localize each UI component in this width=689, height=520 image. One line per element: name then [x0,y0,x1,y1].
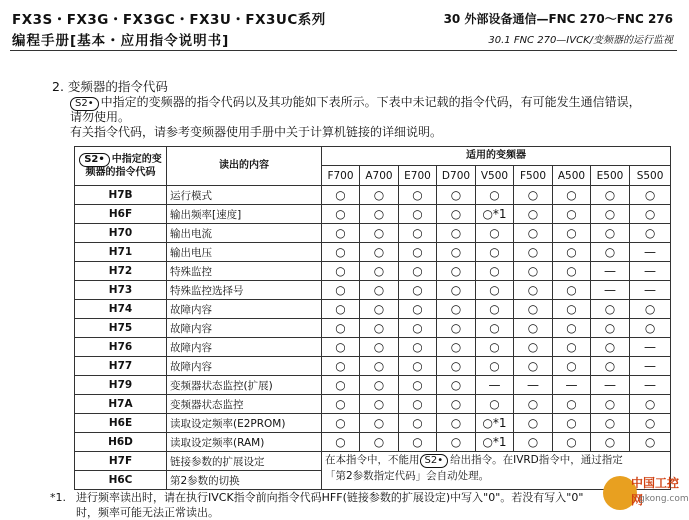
support-mark: ○ [437,395,476,414]
support-mark: ○ [360,243,399,262]
support-mark: — [630,243,671,262]
support-mark: ○ [591,319,630,338]
support-mark: ○ [514,319,553,338]
support-mark: ○ [360,357,399,376]
footnote-line-2: 时，频率可能无法正常读出。 [76,506,219,519]
support-mark: ○ [437,433,476,452]
support-mark: ○ [476,357,514,376]
support-mark: — [553,376,591,395]
support-mark: — [591,262,630,281]
instruction-code: H6E [75,414,167,433]
support-mark: ○ [399,338,437,357]
support-mark: ○ [514,243,553,262]
support-mark: ○ [553,300,591,319]
support-mark: ○ [476,224,514,243]
read-content: 故障内容 [167,300,322,319]
support-mark: ○ [476,186,514,205]
support-mark: — [630,281,671,300]
support-mark: ○ [437,281,476,300]
support-mark: ○ [322,262,360,281]
support-mark: ○ [399,319,437,338]
table-row [75,433,671,452]
watermark-logo [603,470,689,516]
support-mark: ○ [322,357,360,376]
support-mark: ○ [514,205,553,224]
support-mark: ○ [476,395,514,414]
support-mark: ○ [360,338,399,357]
support-mark: ○ [476,262,514,281]
support-mark: — [630,376,671,395]
instruction-code: H76 [75,338,167,357]
col-header-content: 读出的内容 [167,147,322,186]
support-mark: ○ [553,433,591,452]
support-mark: ○ [630,319,671,338]
support-mark: ○ [514,224,553,243]
support-mark: ○ [399,243,437,262]
instruction-code: H73 [75,281,167,300]
support-mark: ○ [322,186,360,205]
col-header-inverter: E500 [591,166,630,186]
support-mark: — [630,338,671,357]
header-divider [10,50,677,51]
read-content: 输出电流 [167,224,322,243]
instruction-code: H71 [75,243,167,262]
instruction-code: H77 [75,357,167,376]
support-mark: — [476,376,514,395]
support-mark: ○ [553,186,591,205]
support-mark: ○ [514,300,553,319]
support-mark: ○ [514,281,553,300]
special-note: 在本指令中，不能用 S2• 给出指令。在IVRD指令中，通过指定 「第2参数指定代码」会自动处理。 [322,452,671,490]
read-content: 故障内容 [167,357,322,376]
support-mark: ○ [322,300,360,319]
support-mark: ○ [553,357,591,376]
support-mark: ○ [591,357,630,376]
support-mark: ○ [437,262,476,281]
col-header-inverter: F700 [322,166,360,186]
support-mark: ○ [476,281,514,300]
support-mark: ○ [591,300,630,319]
read-content: 链接参数的扩展设定 [167,452,322,471]
support-mark: ○ [360,319,399,338]
col-header-group: 适用的变频器 [322,147,671,166]
support-mark: ○ [399,300,437,319]
support-mark: ○ [591,395,630,414]
support-mark: ○ [322,395,360,414]
support-mark: ○ [322,205,360,224]
support-mark: ○ [399,433,437,452]
support-mark: ○ [360,262,399,281]
intro-paragraph-2: 请勿使用。 [70,110,131,124]
support-mark: ○ [437,224,476,243]
support-mark: ○ [591,433,630,452]
support-mark: ○ [591,186,630,205]
support-mark: ○ [399,376,437,395]
support-mark: ○ [630,433,671,452]
table-row [75,205,671,224]
support-mark: ○ [514,395,553,414]
read-content: 特殊监控 [167,262,322,281]
col-header-inverter: E700 [399,166,437,186]
support-mark: ○ [360,281,399,300]
col-header-inverter: F500 [514,166,553,186]
support-mark: ○ [399,395,437,414]
support-mark: ○ [630,414,671,433]
instruction-code: H6D [75,433,167,452]
header-title-1: FX3S・FX3G・FX3GC・FX3U・FX3UC系列 [12,12,326,28]
support-mark: ○ [553,395,591,414]
support-mark: — [591,281,630,300]
footnote [50,490,680,520]
support-mark: ○ [514,357,553,376]
table-row [75,338,671,357]
intro-paragraph-3: 有关指令代码，请参考变频器使用手册中关于计算机链接的详细说明。 [70,125,443,139]
support-mark: ○ [553,319,591,338]
col-header-inverter: A500 [553,166,591,186]
support-mark: ○ [360,205,399,224]
support-mark: ○ [322,376,360,395]
support-mark: ○ [322,414,360,433]
support-mark: ○ [630,300,671,319]
watermark-text: 中国工控网 [631,476,680,507]
table-row [75,357,671,376]
table-row [75,224,671,243]
table-row [75,186,671,205]
support-mark: ○ [399,224,437,243]
instruction-code: H7A [75,395,167,414]
support-mark: ○ [360,433,399,452]
table-row [75,452,671,471]
support-mark: ○ [553,205,591,224]
support-mark: ○ [514,433,553,452]
support-mark: ○ [322,281,360,300]
support-mark: ○ [591,243,630,262]
operand-badge-note: S2• [420,454,449,468]
header-section: 30.1 FNC 270—IVCK/变频器的运行监视 [488,35,673,46]
col-header-inverter: S500 [630,166,671,186]
instruction-code: H7F [75,452,167,471]
support-mark: ○ [360,395,399,414]
support-mark: ○ [514,414,553,433]
col-header-inverter: D700 [437,166,476,186]
support-mark: — [630,357,671,376]
read-content: 读取设定频率(RAM) [167,433,322,452]
support-mark: ○ [630,224,671,243]
table-row [75,376,671,395]
watermark-sub: gkong.com [639,494,689,504]
instruction-code: H74 [75,300,167,319]
read-content: 变频器状态监控 [167,395,322,414]
support-mark: ○ [399,281,437,300]
read-content: 变频器状态监控(扩展) [167,376,322,395]
support-mark: ○ [399,357,437,376]
support-mark: — [591,376,630,395]
instruction-code-table [74,146,671,490]
support-mark: ○ [476,319,514,338]
instruction-code: H75 [75,319,167,338]
support-mark: ○ [553,414,591,433]
support-mark: ○ [476,338,514,357]
table-row [75,281,671,300]
table-row [75,414,671,433]
support-mark: ○ [437,357,476,376]
support-mark: ○ [437,376,476,395]
support-mark: ○ [553,338,591,357]
instruction-code: H6F [75,205,167,224]
col-header-code: S2• 中指定的变频器的指令代码 [75,147,167,186]
table-row [75,395,671,414]
read-content: 故障内容 [167,338,322,357]
instruction-code: H6C [75,471,167,490]
support-mark: ○ [437,300,476,319]
support-mark: ○ [360,186,399,205]
support-mark: ○ [360,300,399,319]
support-mark: ○ [399,414,437,433]
support-mark: ○ [437,243,476,262]
intro-text: 中指定的变频器的指令代码以及其功能如下表所示。下表中未记载的指令代码，有可能发生通信错误， [100,95,641,109]
instruction-code: H72 [75,262,167,281]
support-mark: ○ [399,205,437,224]
footnote-line-1: 进行频率读出时，请在执行IVCK指令前向指令代码HFF(链接参数的扩展设定)中写入"0"。若没有写入"0" [76,491,584,504]
footnote-mark: *1. [50,491,66,504]
support-mark: ○ [591,414,630,433]
support-mark: ○ [399,186,437,205]
instruction-code: H70 [75,224,167,243]
read-content: 运行模式 [167,186,322,205]
support-mark: ○ [360,224,399,243]
intro-paragraph-1 [70,95,641,111]
section-title: 2. 变频器的指令代码 [52,79,168,94]
table-row [75,319,671,338]
table-row [75,243,671,262]
support-mark: ○ [437,186,476,205]
support-mark: ○ [322,224,360,243]
support-mark: ○ [437,319,476,338]
support-mark: ○ [553,224,591,243]
col-header-inverter: A700 [360,166,399,186]
support-mark: ○ [322,338,360,357]
support-mark: ○ [360,414,399,433]
support-mark: — [630,262,671,281]
support-mark: ○ [476,300,514,319]
read-content: 读取设定频率(E2PROM) [167,414,322,433]
support-mark: — [514,376,553,395]
instruction-code: H7B [75,186,167,205]
header-title-2: 编程手册[基本・应用指令说明书] [12,33,230,49]
table-row [75,300,671,319]
support-mark: ○*1 [476,414,514,433]
operand-badge-header: S2• [79,153,110,167]
support-mark: ○ [322,319,360,338]
support-mark: ○ [360,376,399,395]
read-content: 故障内容 [167,319,322,338]
support-mark: ○ [514,262,553,281]
support-mark: ○ [591,205,630,224]
instruction-code: H79 [75,376,167,395]
support-mark: ○ [553,243,591,262]
support-mark: ○*1 [476,433,514,452]
support-mark: ○ [630,395,671,414]
support-mark: ○ [591,224,630,243]
support-mark: ○ [437,205,476,224]
support-mark: ○ [437,338,476,357]
support-mark: ○ [399,262,437,281]
support-mark: ○ [322,433,360,452]
support-mark: ○ [514,338,553,357]
read-content: 特殊监控选择号 [167,281,322,300]
support-mark: ○*1 [476,205,514,224]
support-mark: ○ [553,262,591,281]
support-mark: ○ [630,186,671,205]
table-row [75,262,671,281]
read-content: 输出电压 [167,243,322,262]
read-content: 第2参数的切换 [167,471,322,490]
support-mark: ○ [514,186,553,205]
read-content: 输出频率[速度] [167,205,322,224]
support-mark: ○ [437,414,476,433]
header-chapter: 30 外部设备通信—FNC 270～FNC 276 [443,12,673,26]
support-mark: ○ [591,338,630,357]
operand-badge: S2• [70,97,99,111]
col-header-inverter: V500 [476,166,514,186]
support-mark: ○ [476,243,514,262]
support-mark: ○ [553,281,591,300]
support-mark: ○ [630,205,671,224]
support-mark: ○ [322,243,360,262]
